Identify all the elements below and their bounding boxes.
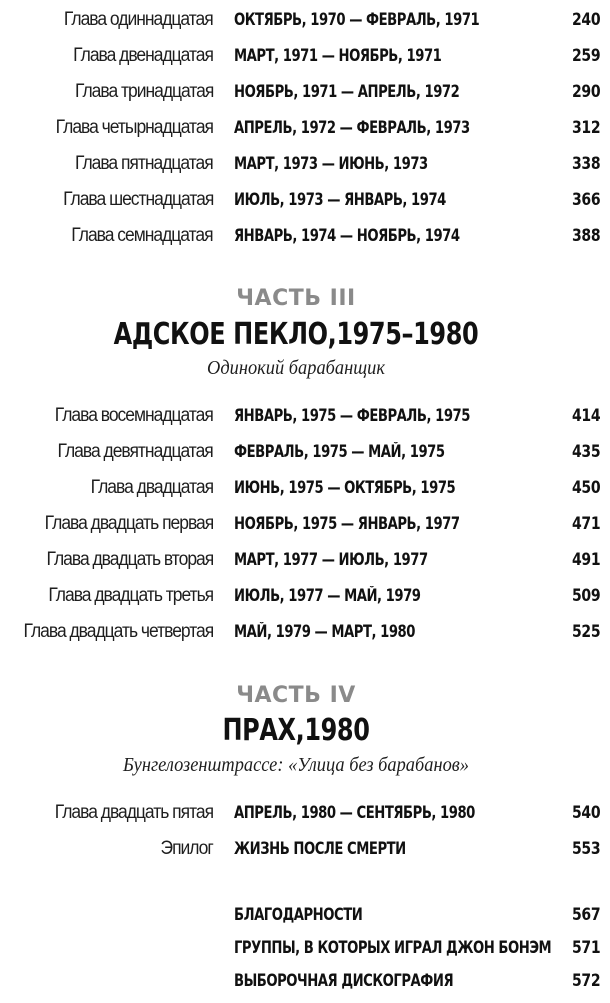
chapter-label: Глава двадцать третья xyxy=(48,585,213,606)
back-matter-title: БЛАГОДАРНОСТИ xyxy=(234,905,363,924)
toc-row[interactable] xyxy=(0,404,610,428)
part-kicker: ЧАСТЬ IV xyxy=(236,683,356,708)
part-subtitle: Одинокий барабанщик xyxy=(207,357,385,379)
chapter-page-number: 240 xyxy=(571,10,600,29)
toc-row[interactable] xyxy=(0,936,610,960)
chapter-label: Глава двадцать пятая xyxy=(54,802,213,823)
back-matter-title: ГРУППЫ, В КОТОРЫХ ИГРАЛ ДЖОН БОНЭМ xyxy=(234,938,552,957)
toc-row[interactable] xyxy=(0,584,610,608)
toc-row[interactable] xyxy=(0,548,610,572)
chapter-page-number: 572 xyxy=(571,971,600,990)
chapter-page-number: 525 xyxy=(571,622,600,641)
chapter-label: Глава пятнадцатая xyxy=(75,153,213,174)
toc-row[interactable] xyxy=(0,903,610,927)
chapter-date-range: МАРТ, 1977 — ИЮЛЬ, 1977 xyxy=(234,550,428,569)
part-title: АДСКОЕ ПЕКЛО,1975–1980 xyxy=(113,317,479,352)
chapter-page-number: 571 xyxy=(571,938,600,957)
chapter-date-range: МАЙ, 1979 — МАРТ, 1980 xyxy=(234,622,415,641)
part-subtitle: Бунгелозенштрассе: «Улица без барабанов» xyxy=(123,754,469,776)
part-title: ПРАХ,1980 xyxy=(222,713,370,748)
toc-row[interactable] xyxy=(0,44,610,68)
toc-row[interactable] xyxy=(0,152,610,176)
chapter-label: Глава двенадцатая xyxy=(73,45,213,66)
toc-row[interactable] xyxy=(0,224,610,248)
part-kicker: ЧАСТЬ III xyxy=(236,286,356,311)
chapter-date-range: ЯНВАРЬ, 1975 — ФЕВРАЛЬ, 1975 xyxy=(234,406,470,425)
chapter-date-range: ОКТЯБРЬ, 1970 — ФЕВРАЛЬ, 1971 xyxy=(234,10,480,29)
chapter-date-range: МАРТ, 1971 — НОЯБРЬ, 1971 xyxy=(234,46,442,65)
chapter-page-number: 471 xyxy=(571,514,600,533)
chapter-date-range: НОЯБРЬ, 1971 — АПРЕЛЬ, 1972 xyxy=(234,82,460,101)
chapter-page-number: 540 xyxy=(571,803,600,822)
chapter-label: Глава восемнадцатая xyxy=(54,405,213,426)
chapter-label: Глава девятнадцатая xyxy=(57,441,213,462)
chapter-label: Глава тринадцатая xyxy=(74,81,213,102)
chapter-page-number: 338 xyxy=(571,154,600,173)
toc-row[interactable] xyxy=(0,476,610,500)
toc-row[interactable] xyxy=(0,188,610,212)
chapter-page-number: 450 xyxy=(571,478,600,497)
toc-row[interactable] xyxy=(0,969,610,993)
chapter-page-number: 259 xyxy=(571,46,600,65)
epilogue-label: Эпилог xyxy=(160,838,213,859)
toc-row[interactable] xyxy=(0,620,610,644)
chapter-page-number: 509 xyxy=(571,586,600,605)
chapter-label: Глава одиннадцатая xyxy=(64,9,213,30)
toc-row[interactable] xyxy=(0,512,610,536)
chapter-label: Глава шестнадцатая xyxy=(62,189,213,210)
chapter-title: ЖИЗНЬ ПОСЛЕ СМЕРТИ xyxy=(234,839,406,858)
chapter-page-number: 366 xyxy=(571,190,600,209)
chapter-label: Глава двадцать первая xyxy=(44,513,213,534)
chapter-page-number: 388 xyxy=(571,226,600,245)
back-matter-title: ВЫБОРОЧНАЯ ДИСКОГРАФИЯ xyxy=(234,971,454,990)
chapter-page-number: 312 xyxy=(571,118,600,137)
toc-row[interactable] xyxy=(0,801,610,825)
chapter-label: Глава двадцать вторая xyxy=(46,549,213,570)
chapter-date-range: ИЮЛЬ, 1973 — ЯНВАРЬ, 1974 xyxy=(234,190,446,209)
chapter-date-range: ИЮЛЬ, 1977 — МАЙ, 1979 xyxy=(234,586,421,605)
chapter-page-number: 435 xyxy=(571,442,600,461)
chapter-page-number: 491 xyxy=(571,550,600,569)
chapter-date-range: ИЮНЬ, 1975 — ОКТЯБРЬ, 1975 xyxy=(234,478,456,497)
chapter-date-range: МАРТ, 1973 — ИЮНЬ, 1973 xyxy=(234,154,428,173)
chapter-date-range: АПРЕЛЬ, 1972 — ФЕВРАЛЬ, 1973 xyxy=(234,118,470,137)
toc-row[interactable] xyxy=(0,80,610,104)
chapter-label: Глава двадцать четвертая xyxy=(23,621,213,642)
toc-row[interactable] xyxy=(0,116,610,140)
chapter-date-range: НОЯБРЬ, 1975 — ЯНВАРЬ, 1977 xyxy=(234,514,460,533)
chapter-page-number: 567 xyxy=(571,905,600,924)
toc-row[interactable] xyxy=(0,440,610,464)
chapter-page-number: 290 xyxy=(571,82,600,101)
toc-row[interactable] xyxy=(0,837,610,861)
chapter-date-range: ФЕВРАЛЬ, 1975 — МАЙ, 1975 xyxy=(234,442,445,461)
chapter-label: Глава четырнадцатая xyxy=(55,117,213,138)
chapter-page-number: 553 xyxy=(571,839,600,858)
chapter-date-range: АПРЕЛЬ, 1980 — СЕНТЯБРЬ, 1980 xyxy=(234,803,475,822)
chapter-label: Глава двадцатая xyxy=(90,477,213,498)
chapter-page-number: 414 xyxy=(571,406,600,425)
chapter-date-range: ЯНВАРЬ, 1974 — НОЯБРЬ, 1974 xyxy=(234,226,460,245)
chapter-label: Глава семнадцатая xyxy=(71,225,213,246)
toc-row[interactable] xyxy=(0,8,610,32)
